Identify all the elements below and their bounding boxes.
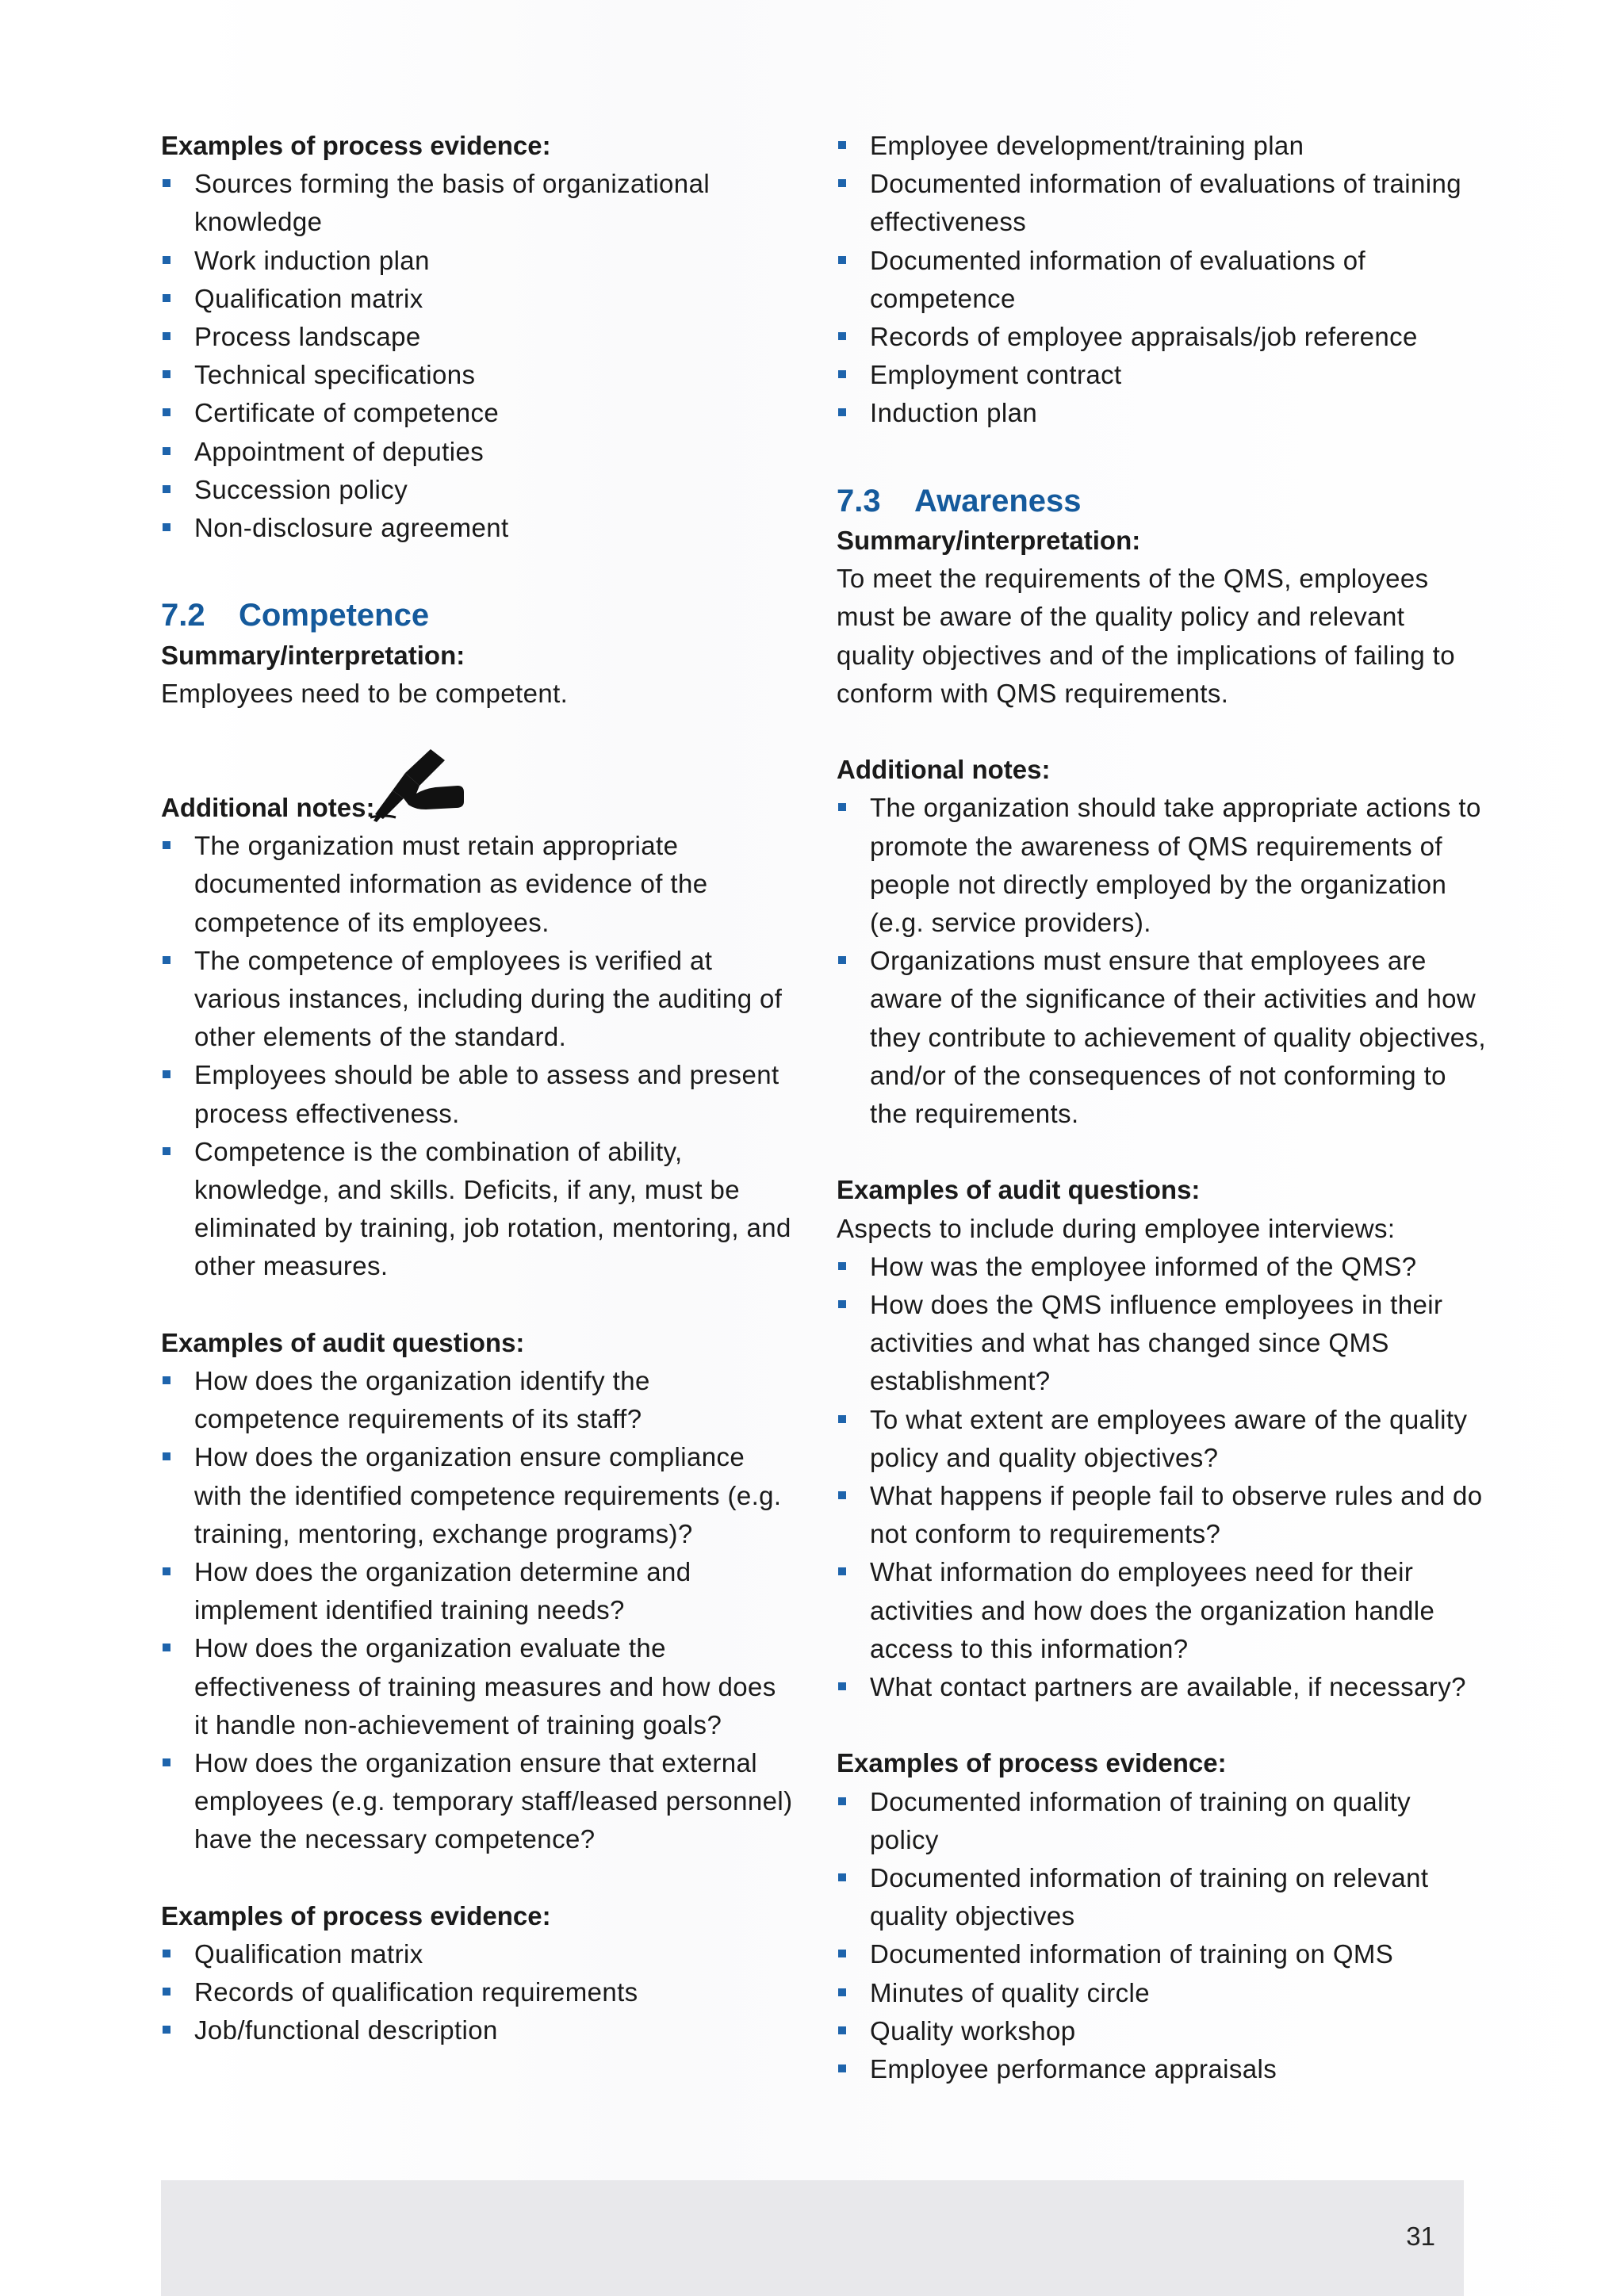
pen-writing-icon <box>369 746 465 822</box>
list-item: How does the QMS influence employees in their activities and what has changed since QMS establishment? <box>837 1286 1487 1401</box>
list-item: Documented information of training on QMS <box>837 1935 1487 1973</box>
list-item: Employment contract <box>837 356 1487 394</box>
list-item: Work induction plan <box>161 242 795 280</box>
summary-text: To meet the requirements of the QMS, employees must be aware of the quality policy and relevant quality objectives and of the implications of failing to conform with QMS requirements. <box>837 564 1455 708</box>
list-item: How does the organization ensure compliance with the identified competence requirements (e.g. training, mentoring, exchange programs)? <box>161 1438 795 1553</box>
list-item: Records of qualification requirements <box>161 1973 795 2011</box>
process-evidence-list-continued <box>837 127 1487 433</box>
list-item: Qualification matrix <box>161 280 795 318</box>
list-item: To what extent are employees aware of the quality policy and quality objectives? <box>837 1401 1487 1477</box>
process-evidence-list <box>161 1935 795 2050</box>
footer-bar <box>161 2180 1464 2296</box>
list-item: Job/functional description <box>161 2011 795 2049</box>
list-item: How does the organization evaluate the effectiveness of training measures and how does it handle non-achievement of training goals? <box>161 1629 795 1744</box>
section-number: 7.2 <box>161 598 205 633</box>
list-item: How was the employee informed of the QMS? <box>837 1248 1487 1286</box>
list-item: Records of employee appraisals/job reference <box>837 318 1487 356</box>
section-title-text: Awareness <box>914 483 1082 519</box>
list-item: What information do employees need for their activities and how does the organization handle access to this information? <box>837 1553 1487 1668</box>
list-item: What contact partners are available, if necessary? <box>837 1668 1487 1706</box>
list-item: Organizations must ensure that employees are aware of the significance of their activities and how they contribute to achievement of quality objectives, and/or of the consequences of not conforming to the requirements. <box>837 942 1487 1133</box>
list-item: Documented information of evaluations of competence <box>837 242 1487 318</box>
list-item: Sources forming the basis of organizational knowledge <box>161 165 795 241</box>
list-item: Competence is the combination of ability, knowledge, and skills. Deficits, if any, must be eliminated by training, job rotation, mentoring, and other measures. <box>161 1133 795 1286</box>
page-number: 31 <box>1406 2221 1435 2251</box>
list-item: Technical specifications <box>161 356 795 394</box>
process-evidence-list <box>161 165 795 547</box>
list-item: Process landscape <box>161 318 795 356</box>
list-item: Employees should be able to assess and present process effectiveness. <box>161 1056 795 1132</box>
section-title-text: Competence <box>239 598 430 633</box>
list-item: Non-disclosure agreement <box>161 509 795 547</box>
audit-questions-intro: Aspects to include during employee interviews: <box>837 1213 1396 1243</box>
audit-questions-list <box>161 1362 795 1859</box>
list-item: The organization should take appropriate actions to promote the awareness of QMS requirements of people not directly employed by the organization (e.g. service providers). <box>837 789 1487 942</box>
process-evidence-list <box>837 1783 1487 2089</box>
additional-notes-list <box>837 789 1487 1133</box>
section-title-competence <box>161 596 795 634</box>
audit-questions-heading: Examples of audit questions: <box>837 1175 1201 1205</box>
list-item: How does the organization ensure that external employees (e.g. temporary staff/leased personnel) have the necessary competence? <box>161 1744 795 1859</box>
list-item: How does the organization determine and implement identified training needs? <box>161 1553 795 1629</box>
list-item: Appointment of deputies <box>161 433 795 471</box>
right-column <box>837 127 1487 2088</box>
summary-text: Employees need to be competent. <box>161 678 569 708</box>
summary-heading: Summary/interpretation: <box>161 640 465 670</box>
list-item: Succession policy <box>161 471 795 509</box>
list-item: Documented information of training on quality policy <box>837 1783 1487 1859</box>
summary-heading: Summary/interpretation: <box>837 526 1141 556</box>
section-number: 7.3 <box>837 483 881 519</box>
list-item: Qualification matrix <box>161 1935 795 1973</box>
additional-notes-row <box>161 751 795 827</box>
left-column <box>161 127 795 2050</box>
list-item: Documented information of training on relevant quality objectives <box>837 1859 1487 1935</box>
list-item: How does the organization identify the competence requirements of its staff? <box>161 1362 795 1438</box>
list-item: The organization must retain appropriate documented information as evidence of the competence of its employees. <box>161 827 795 942</box>
section-title-awareness <box>837 482 1487 520</box>
list-item: Minutes of quality circle <box>837 1974 1487 2012</box>
list-item: Employee performance appraisals <box>837 2050 1487 2088</box>
list-item: The competence of employees is verified at various instances, including during the auditing of other elements of the standard. <box>161 942 795 1057</box>
process-evidence-heading: Examples of process evidence: <box>161 1900 551 1931</box>
process-evidence-heading: Examples of process evidence: <box>161 131 551 160</box>
list-item: Employee development/training plan <box>837 127 1487 165</box>
list-item: What happens if people fail to observe rules and do not conform to requirements? <box>837 1477 1487 1553</box>
audit-questions-list <box>837 1248 1487 1706</box>
additional-notes-heading: Additional notes: <box>837 755 1051 785</box>
audit-questions-heading: Examples of audit questions: <box>161 1327 525 1357</box>
list-item: Documented information of evaluations of training effectiveness <box>837 165 1487 241</box>
list-item: Certificate of competence <box>161 394 795 432</box>
additional-notes-list <box>161 827 795 1285</box>
list-item: Quality workshop <box>837 2012 1487 2050</box>
process-evidence-heading: Examples of process evidence: <box>837 1748 1227 1778</box>
additional-notes-heading: Additional notes: <box>161 793 375 823</box>
list-item: Induction plan <box>837 394 1487 432</box>
